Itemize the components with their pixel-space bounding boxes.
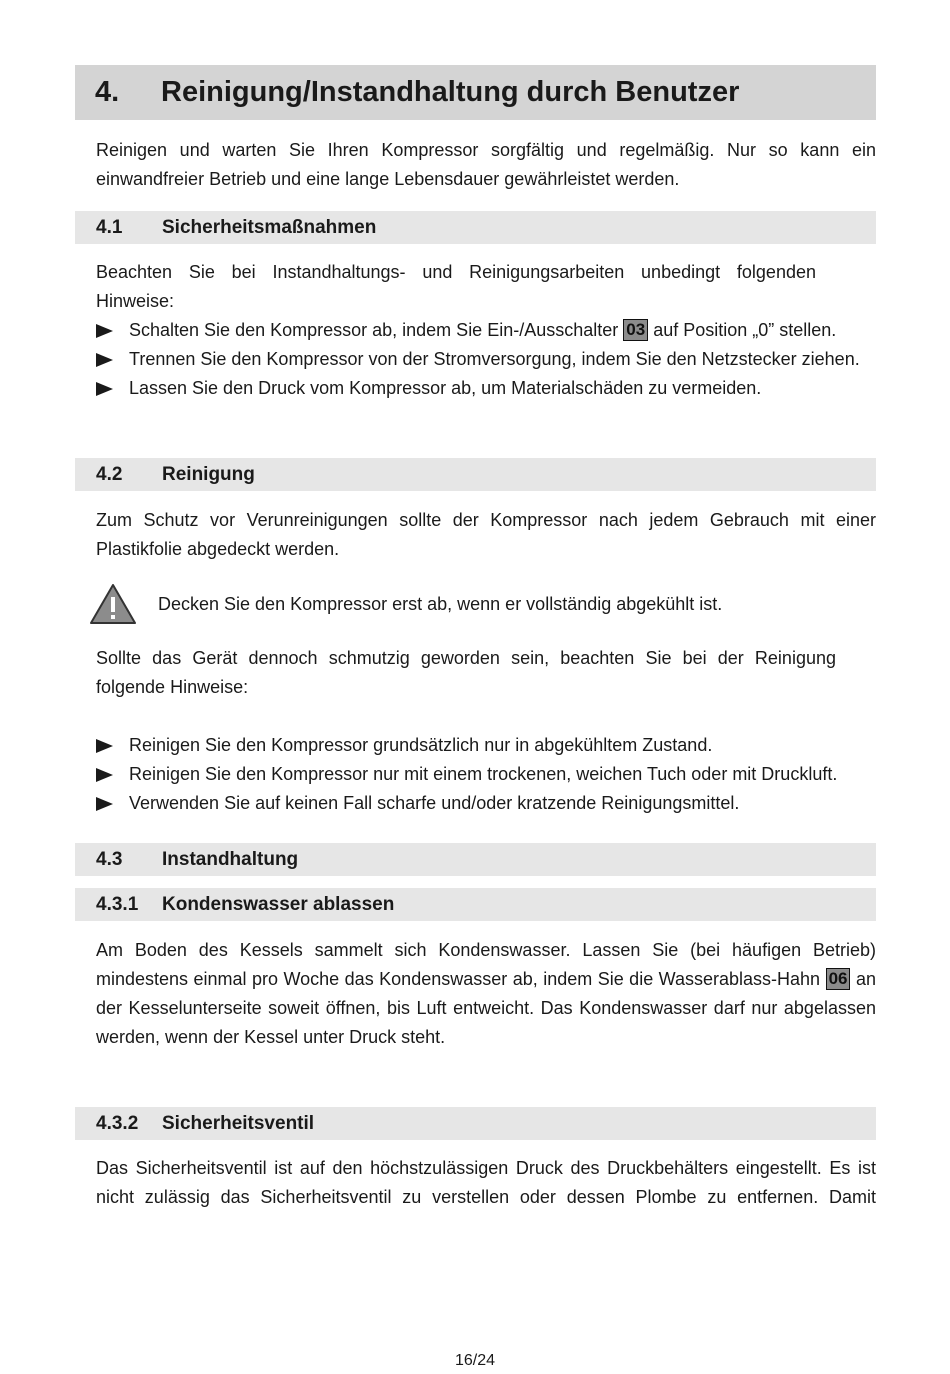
list-item: Reinigen Sie den Kompressor grundsätzlich nur in abgekühltem Zustand. (96, 731, 876, 760)
section-4-2-heading (75, 458, 876, 491)
cleaning-intro: Zum Schutz vor Verunreinigungen sollte der Kompressor nach jedem Gebrauch mit einer Plastikfolie abgedeckt werden. (96, 510, 876, 559)
bullet-arrow-icon (96, 353, 113, 367)
cleaning-hints-intro: Sollte das Gerät dennoch schmutzig geworden sein, beachten Sie bei der Reinigung folgende Hinweise: (96, 648, 836, 697)
list-item: Schalten Sie den Kompressor ab, indem Sie Ein-/Ausschalter 03 auf Position „0” stellen. (96, 316, 876, 345)
list-item: Trennen Sie den Kompressor von der Stromversorgung, indem Sie den Netzstecker ziehen. (96, 345, 876, 374)
section-4-1-heading (75, 211, 876, 244)
section-number: 4. (95, 76, 120, 108)
section-4-3-heading (75, 843, 876, 876)
section-title: Kondenswasser ablassen (162, 893, 395, 915)
section-number: 4.3 (96, 848, 123, 870)
section-4-3-2-heading (75, 1107, 876, 1140)
bullet-arrow-icon (96, 739, 113, 753)
section-title: Sicherheitsventil (162, 1112, 315, 1134)
warning-triangle-icon (89, 583, 137, 625)
section-number: 4.1 (96, 216, 123, 238)
list-item: Reinigen Sie den Kompressor nur mit einem trockenen, weichen Tuch oder mit Druckluft. (96, 760, 876, 789)
warning-text: Decken Sie den Kompressor erst ab, wenn er vollständig abgekühlt ist. (158, 593, 723, 614)
page-number: 16/24 (454, 1352, 496, 1369)
safety-valve-paragraph: Das Sicherheitsventil ist auf den höchstzulässigen Druck des Druckbehälters eingestellt. Es ist nicht zulässig das Sicherheitsventil zu verstellen oder dessen Plombe zu entfernen. Damit (96, 1158, 876, 1207)
bullet-arrow-icon (96, 324, 113, 338)
section-number: 4.3.1 (96, 893, 139, 915)
section-4-3-1-heading (75, 888, 876, 921)
safety-list (75, 316, 876, 403)
list-item: Verwenden Sie auf keinen Fall scharfe und/oder kratzende Reinigungsmittel. (96, 789, 876, 818)
section-title: Sicherheitsmaßnahmen (162, 216, 377, 238)
section-title: Reinigung (162, 463, 255, 485)
bullet-arrow-icon (96, 382, 113, 396)
intro-paragraph: Reinigen und warten Sie Ihren Kompressor sorgfältig und regelmäßig. Nur so kann ein einwandfreier Betrieb und eine lange Lebensdauer gewährleistet werden. (96, 140, 876, 189)
section-4-heading (75, 65, 876, 120)
bullet-arrow-icon (96, 797, 113, 811)
bullet-arrow-icon (96, 768, 113, 782)
page-content (75, 65, 876, 1212)
warning-note (75, 583, 876, 625)
section-title: Reinigung/Instandhaltung durch Benutzer (161, 76, 740, 108)
condensate-paragraph: Am Boden des Kessels sammelt sich Kondenswasser. Lassen Sie (bei häufigen Betrieb) mindestens einmal pro Woche das Kondenswasser ab, indem Sie die Wasserablass-Hahn 06 an der Kesselunterseite soweit öffnen, bis Luft entweicht. Das Kondenswasser darf nur abgelassen werden, wenn der Kessel unter Druck steht. (96, 940, 876, 1047)
cleaning-list (75, 731, 876, 818)
list-item: Lassen Sie den Druck vom Kompressor ab, um Materialschäden zu vermeiden. (96, 374, 876, 403)
safety-intro: Beachten Sie bei Instandhaltungs- und Reinigungsarbeiten unbedingt folgenden Hinweise: (96, 262, 816, 311)
section-title: Instandhaltung (162, 848, 299, 870)
part-reference-badge: 03 (623, 319, 648, 341)
part-reference-badge: 06 (826, 968, 851, 990)
section-number: 4.2 (96, 463, 123, 485)
section-number: 4.3.2 (96, 1112, 139, 1134)
